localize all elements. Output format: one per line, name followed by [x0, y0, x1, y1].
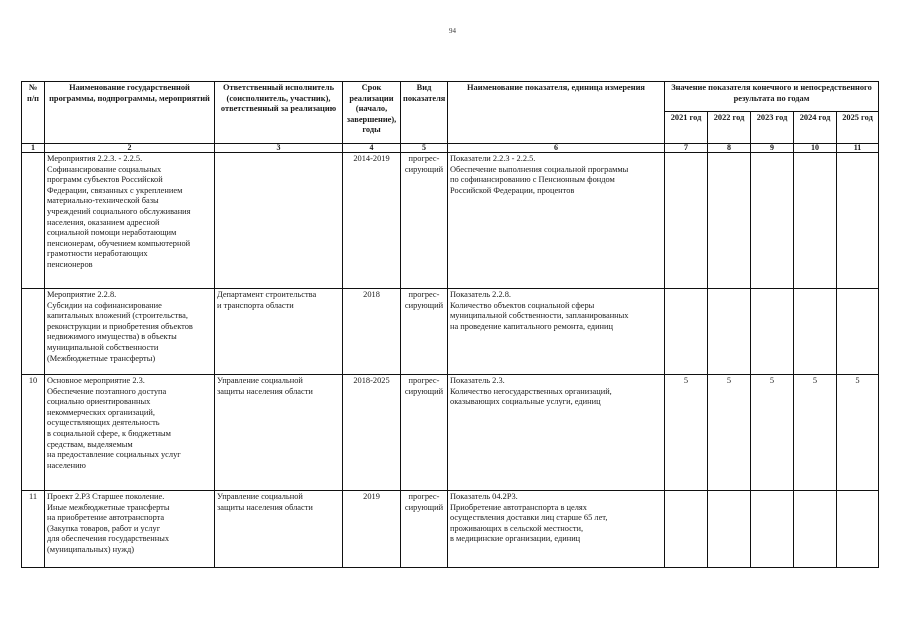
table-row [22, 153, 879, 289]
table-row [22, 491, 879, 568]
row-indicator: Показатель 04.2Р3. Приобретение автотранспорта в целях осуществления доставки лиц старше 65 лет, проживающих в сельской местности, в медицинские организации, единиц [448, 491, 665, 568]
row-value: 5 [837, 375, 879, 491]
indicators-table [21, 81, 879, 568]
row-value: 5 [665, 375, 708, 491]
row-num [22, 153, 45, 289]
row-num: 10 [22, 375, 45, 491]
column-number: 3 [215, 144, 343, 153]
column-number: 4 [343, 144, 401, 153]
header-year: 2021 год [665, 112, 708, 144]
header-year: 2024 год [794, 112, 837, 144]
row-period: 2019 [343, 491, 401, 568]
row-responsible: Управление социальной защиты населения области [215, 375, 343, 491]
row-value [837, 153, 879, 289]
table-row [22, 289, 879, 375]
page-number: 94 [449, 27, 456, 35]
row-value [665, 289, 708, 375]
row-value [665, 153, 708, 289]
row-value [751, 153, 794, 289]
row-value [751, 491, 794, 568]
row-value [837, 491, 879, 568]
row-responsible: Департамент строительства и транспорта области [215, 289, 343, 375]
column-number: 7 [665, 144, 708, 153]
row-indicator: Показатели 2.2.3 - 2.2.5. Обеспечение выполнения социальной программы по софинансированию с Пенсионным фондом Российской Федерации, процентов [448, 153, 665, 289]
row-value: 5 [751, 375, 794, 491]
table-row [22, 375, 879, 491]
row-name: Мероприятие 2.2.8. Субсидии на софинансирование капитальных вложений (строительства, реконструкции и приобретения объектов недвижимого имущества) в объекты муниципальной собственности (Межбюджетные трансферты) [45, 289, 215, 375]
column-number: 1 [22, 144, 45, 153]
row-indicator: Показатель 2.2.8. Количество объектов социальной сферы муниципальной собственности, запланированных на проведение капитального ремонта, единиц [448, 289, 665, 375]
column-number: 9 [751, 144, 794, 153]
row-num [22, 289, 45, 375]
row-value [794, 289, 837, 375]
row-value [794, 153, 837, 289]
row-name: Проект 2.Р3 Старшее поколение. Иные межбюджетные трансферты на приобретение автотранспорта (Закупка товаров, работ и услуг для обеспечения государственных (муниципальных) нужд) [45, 491, 215, 568]
row-responsible: Управление социальной защиты населения области [215, 491, 343, 568]
column-number: 10 [794, 144, 837, 153]
row-type: прогрес- сирующий [401, 491, 448, 568]
column-number: 2 [45, 144, 215, 153]
row-value: 5 [708, 375, 751, 491]
row-num: 11 [22, 491, 45, 568]
row-value [837, 289, 879, 375]
header-responsible: Ответственный исполнитель (соисполнитель, участник), ответственный за реализацию [215, 82, 343, 144]
row-responsible [215, 153, 343, 289]
column-number: 11 [837, 144, 879, 153]
row-type: прогрес- сирующий [401, 289, 448, 375]
row-value [708, 289, 751, 375]
column-number: 8 [708, 144, 751, 153]
row-value [708, 491, 751, 568]
row-period: 2018-2025 [343, 375, 401, 491]
header-num: № п/п [22, 82, 45, 144]
row-value: 5 [794, 375, 837, 491]
row-type: прогрес- сирующий [401, 153, 448, 289]
column-number: 5 [401, 144, 448, 153]
row-period: 2018 [343, 289, 401, 375]
row-value [708, 153, 751, 289]
header-year: 2022 год [708, 112, 751, 144]
header-indicator: Наименование показателя, единица измерения [448, 82, 665, 144]
row-name: Основное мероприятие 2.3. Обеспечение поэтапного доступа социально ориентированных некоммерческих организаций, осуществляющих деятельность в социальной сфере, к бюджетным средствам, выделяемым на предоставление социальных услуг населению [45, 375, 215, 491]
row-value [794, 491, 837, 568]
row-name: Мероприятия 2.2.3. - 2.2.5. Софинансирование социальных программ субъектов Российской Федерации, связанных с укреплением материально-технической базы учреждений социального обслуживания населения, оказанием адресной социальной помощи неработающим пенсионерам, обучением компьютерной грамотности неработающих пенсионеров [45, 153, 215, 289]
header-values-title: Значение показателя конечного и непосредственного результата по годам [665, 82, 879, 112]
row-type: прогрес- сирующий [401, 375, 448, 491]
row-value [751, 289, 794, 375]
column-number: 6 [448, 144, 665, 153]
row-indicator: Показатель 2.3. Количество негосударственных организаций, оказывающих социальные услуги, единиц [448, 375, 665, 491]
row-period: 2014-2019 [343, 153, 401, 289]
row-value [665, 491, 708, 568]
header-year: 2025 год [837, 112, 879, 144]
header-name: Наименование государственной программы, подпрограммы, мероприятий [45, 82, 215, 144]
header-year: 2023 год [751, 112, 794, 144]
header-type: Вид показателя [401, 82, 448, 144]
header-period: Срок реализации (начало, завершение), годы [343, 82, 401, 144]
